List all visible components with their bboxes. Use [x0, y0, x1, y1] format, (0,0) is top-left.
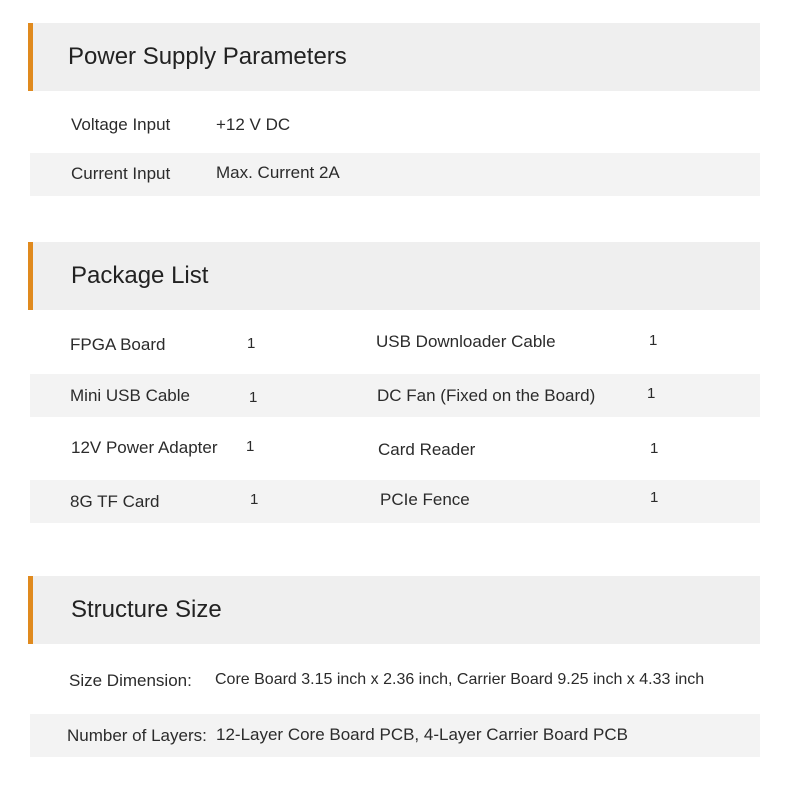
item-qty: 1	[650, 489, 659, 506]
item-name: 8G TF Card	[70, 492, 160, 511]
item-qty: 1	[647, 385, 656, 402]
item-qty: 1	[247, 335, 256, 352]
table-row	[30, 103, 760, 146]
package-section-title: Package List	[71, 262, 209, 289]
structure-section-header	[28, 576, 760, 644]
item-name: USB Downloader Cable	[376, 332, 556, 351]
item-qty: 1	[650, 440, 659, 457]
table-row	[30, 153, 760, 196]
power-section-title: Power Supply Parameters	[68, 43, 347, 70]
item-qty: 1	[250, 491, 259, 508]
package-section-header	[28, 242, 760, 310]
table-row	[30, 480, 760, 523]
power-section-header	[28, 23, 760, 91]
item-qty: 1	[649, 332, 658, 349]
size-dimension-value: Core Board 3.15 inch x 2.36 inch, Carrier Board 9.25 inch x 4.33 inch	[215, 671, 705, 688]
item-name: FPGA Board	[70, 335, 166, 354]
table-row	[30, 659, 760, 702]
item-name: PCIe Fence	[380, 490, 470, 509]
layers-value: 12-Layer Core Board PCB, 4-Layer Carrier Board PCB	[216, 725, 628, 744]
table-row	[30, 426, 760, 469]
layers-label: Number of Layers:	[67, 726, 207, 745]
table-row	[30, 714, 760, 757]
table-row	[30, 374, 760, 417]
item-qty: 1	[246, 438, 255, 455]
item-name: 12V Power Adapter	[71, 438, 218, 457]
item-name: Card Reader	[378, 440, 476, 459]
item-qty: 1	[249, 389, 258, 406]
table-row	[30, 321, 760, 364]
current-input-label: Current Input	[71, 164, 171, 183]
item-name: DC Fan (Fixed on the Board)	[377, 386, 596, 405]
voltage-input-value: +12 V DC	[216, 115, 291, 134]
current-input-value: Max. Current 2A	[216, 163, 340, 182]
size-dimension-label: Size Dimension:	[69, 671, 192, 690]
structure-section-title: Structure Size	[71, 596, 222, 623]
voltage-input-label: Voltage Input	[71, 115, 171, 134]
item-name: Mini USB Cable	[70, 386, 190, 405]
